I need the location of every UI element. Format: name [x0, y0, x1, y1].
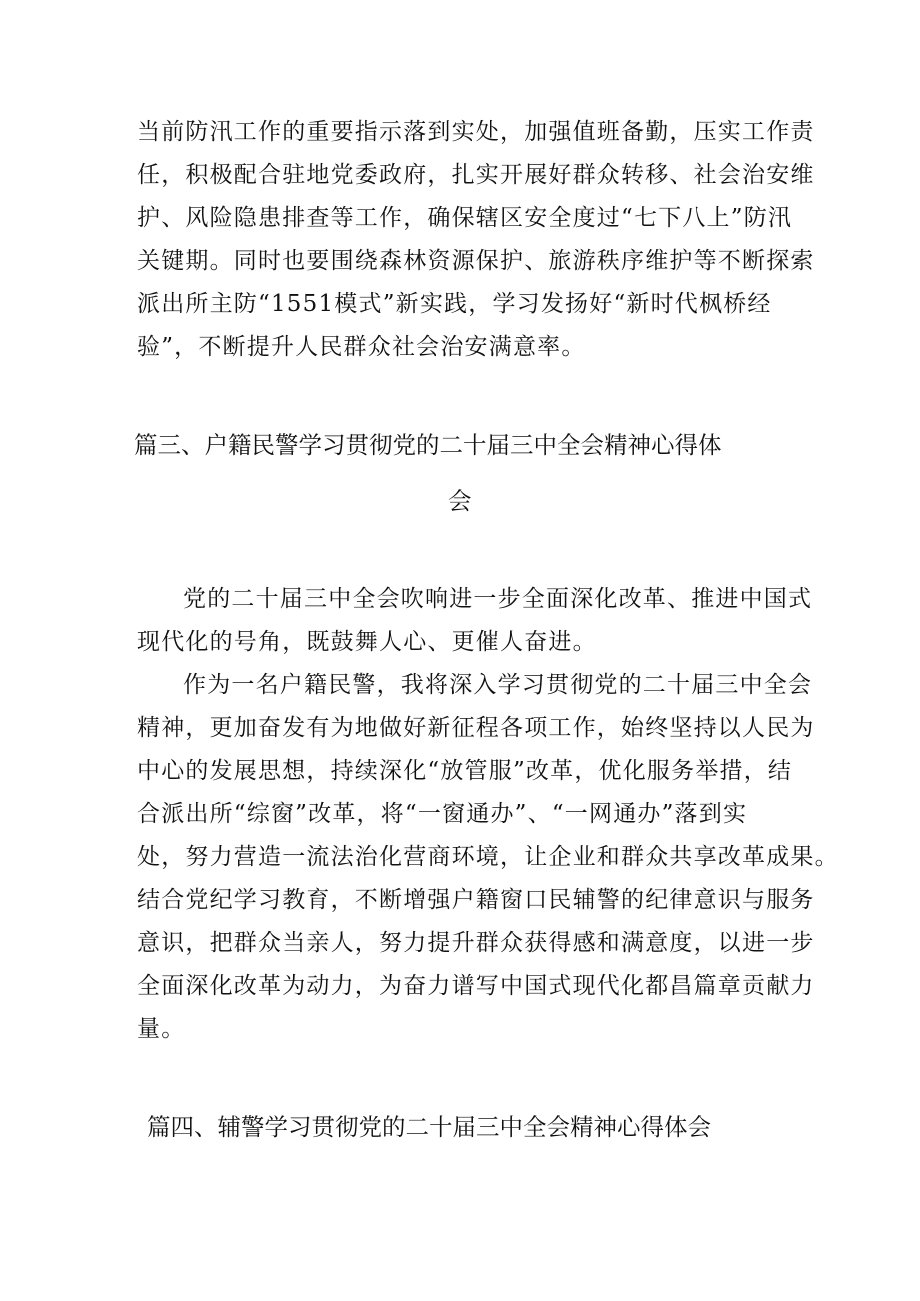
body-text-line: 合派出所“综窗”改革，将“一窗通办”、“一网通办”落到实 — [137, 801, 748, 827]
body-text-line: 关键期。同时也要围绕森林资源保护、旅游秩序维护等不断探索 — [137, 248, 815, 274]
body-text-line: 处，努力营造一流法治化营商环境，让企业和群众共享改革成果。 — [137, 844, 839, 870]
body-text-line: 护、风险隐患排查等工作，确保辖区安全度过“七下八上”防汛 — [137, 205, 793, 231]
body-text-line: 精神，更加奋发有为地做好新征程各项工作，始终坚持以人民为 — [137, 715, 815, 741]
body-text-line: 量。 — [137, 1016, 186, 1042]
section-heading-continued: 会 — [448, 487, 472, 515]
body-text-line: 当前防汛工作的重要指示落到实处，加强值班备勤，压实工作责 — [137, 119, 815, 145]
body-text-line: 验”，不断提升人民群众社会治安满意率。 — [137, 334, 586, 360]
body-text-line: 结合党纪学习教育，不断增强户籍窗口民辅警的纪律意识与服务 — [137, 887, 815, 913]
section-heading: 篇三、户籍民警学习贯彻党的二十届三中全会精神心得体 — [134, 431, 722, 459]
body-text-line: 党的二十届三中全会吹响进一步全面深化改革、推进中国式 — [183, 586, 813, 612]
body-text-line: 任，积极配合驻地党委政府，扎实开展好群众转移、社会治安维 — [137, 162, 815, 188]
body-text-line: 派出所主防“1551模式”新实践，学习发扬好“新时代枫桥经 — [137, 291, 772, 317]
body-text-line: 中心的发展思想，持续深化“放管服”改革，优化服务举措，结 — [137, 758, 793, 784]
body-text-line: 意识，把群众当亲人，努力提升群众获得感和满意度，以进一步 — [137, 930, 815, 956]
body-text-line: 全面深化改革为动力，为奋力谱写中国式现代化都昌篇章贡献力 — [137, 973, 815, 999]
section-heading: 篇四、辅警学习贯彻党的二十届三中全会精神心得体会 — [147, 1113, 711, 1141]
body-text-line: 现代化的号角，既鼓舞人心、更催人奋进。 — [137, 629, 597, 655]
body-text-line: 作为一名户籍民警，我将深入学习贯彻党的二十届三中全会 — [183, 672, 813, 698]
